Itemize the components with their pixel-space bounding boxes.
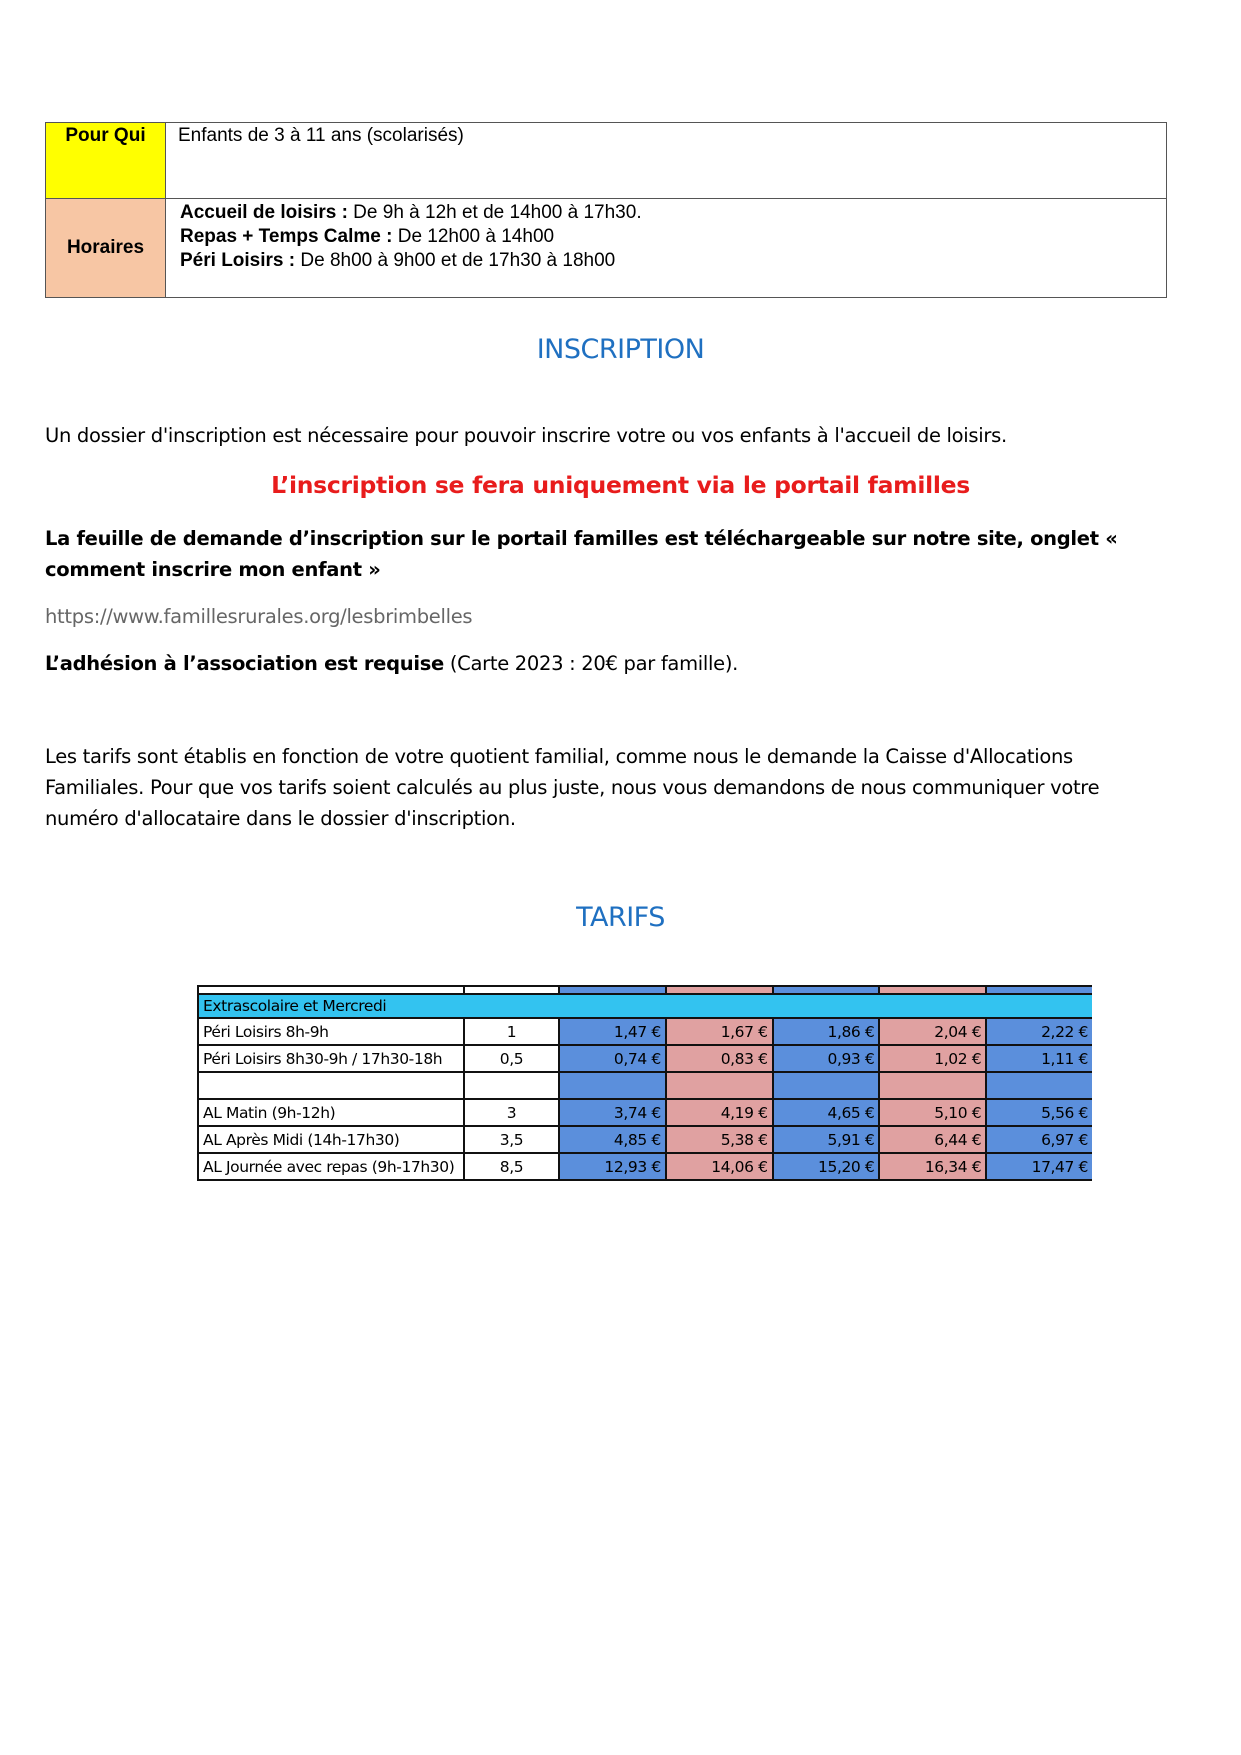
tarif-hours: 8,5 bbox=[464, 1153, 559, 1180]
website-link[interactable]: https://www.famillesrurales.org/lesbrimbelles bbox=[45, 605, 473, 628]
horaire-text: De 12h00 à 14h00 bbox=[392, 226, 555, 247]
tarif-row bbox=[198, 1099, 1092, 1126]
inscription-intro: Un dossier d'inscription est nécessaire pour pouvoir inscrire votre ou vos enfants à l'accueil de loisirs. bbox=[45, 424, 1007, 447]
tarif-price: 5,10 € bbox=[879, 1099, 986, 1126]
table-cell bbox=[464, 986, 559, 994]
tarif-label: AL Matin (9h-12h) bbox=[198, 1099, 464, 1126]
tarif-price bbox=[986, 1072, 1092, 1099]
table-cell bbox=[773, 986, 880, 994]
horaire-line bbox=[180, 249, 1152, 273]
adhesion-bold: L’adhésion à l’association est requise bbox=[45, 652, 444, 675]
tarif-row bbox=[198, 1126, 1092, 1153]
portal-notice: L’inscription se fera uniquement via le portail familles bbox=[271, 471, 970, 499]
section-label: Extrascolaire et Mercredi bbox=[198, 994, 1092, 1018]
tarif-price: 14,06 € bbox=[666, 1153, 773, 1180]
inscription-heading: INSCRIPTION bbox=[536, 334, 705, 365]
horaire-label: Péri Loisirs : bbox=[180, 250, 296, 271]
tarif-price: 4,65 € bbox=[773, 1099, 880, 1126]
tarif-label bbox=[198, 1072, 464, 1099]
tarif-price: 4,85 € bbox=[559, 1126, 666, 1153]
cut-off-row bbox=[198, 986, 1092, 994]
table-cell bbox=[879, 986, 986, 994]
tarif-price: 12,93 € bbox=[559, 1153, 666, 1180]
tarifs-table-image bbox=[197, 985, 1092, 1211]
tarif-hours: 1 bbox=[464, 1018, 559, 1045]
tarif-price: 6,44 € bbox=[879, 1126, 986, 1153]
horaire-label: Repas + Temps Calme : bbox=[180, 226, 393, 247]
horaires-value bbox=[166, 199, 1167, 298]
horaire-line bbox=[180, 201, 1152, 225]
tarif-price: 5,38 € bbox=[666, 1126, 773, 1153]
horaire-label: Accueil de loisirs : bbox=[180, 202, 348, 223]
section-row bbox=[198, 994, 1092, 1018]
tarif-price: 17,47 € bbox=[986, 1153, 1092, 1180]
tarif-hours: 3,5 bbox=[464, 1126, 559, 1153]
tarif-price bbox=[879, 1072, 986, 1099]
tarif-price: 5,56 € bbox=[986, 1099, 1092, 1126]
tarif-price: 1,67 € bbox=[666, 1018, 773, 1045]
tarifs-table bbox=[197, 985, 1092, 1181]
download-info: La feuille de demande d’inscription sur le portail familles est téléchargeable sur notre site, onglet « comment inscrire mon enfant » bbox=[45, 527, 1118, 581]
tarif-price bbox=[773, 1072, 880, 1099]
tarif-price: 0,83 € bbox=[666, 1045, 773, 1072]
tarif-price: 1,86 € bbox=[773, 1018, 880, 1045]
tarif-price bbox=[666, 1072, 773, 1099]
tarif-price: 0,93 € bbox=[773, 1045, 880, 1072]
tarif-price: 2,22 € bbox=[986, 1018, 1092, 1045]
tarif-row bbox=[198, 1072, 1092, 1099]
tarif-price: 1,11 € bbox=[986, 1045, 1092, 1072]
tarif-row bbox=[198, 1018, 1092, 1045]
tarif-price: 3,74 € bbox=[559, 1099, 666, 1126]
pour-qui-value: Enfants de 3 à 11 ans (scolarisés) bbox=[166, 123, 1167, 199]
tarif-label: AL Après Midi (14h-17h30) bbox=[198, 1126, 464, 1153]
tarif-price: 6,97 € bbox=[986, 1126, 1092, 1153]
tarif-price: 16,34 € bbox=[879, 1153, 986, 1180]
tarif-row bbox=[198, 1045, 1092, 1072]
info-table bbox=[45, 122, 1167, 298]
table-cell bbox=[986, 986, 1092, 994]
adhesion-rest: (Carte 2023 : 20€ par famille). bbox=[443, 652, 739, 675]
pour-qui-label: Pour Qui bbox=[46, 123, 166, 199]
pour-qui-row bbox=[46, 123, 1167, 199]
tarif-price: 1,47 € bbox=[559, 1018, 666, 1045]
tarif-price: 15,20 € bbox=[773, 1153, 880, 1180]
tarifs-info: Les tarifs sont établis en fonction de votre quotient familial, comme nous le demande la Caisse d'Allocations Familiales. Pour que vos tarifs soient calculés au plus juste, nous vous demandons de nous communiquer votre numéro d'allocataire dans le dossier d'inscription. bbox=[45, 745, 1100, 830]
tarif-price: 4,19 € bbox=[666, 1099, 773, 1126]
tarif-label: Péri Loisirs 8h30-9h / 17h30-18h bbox=[198, 1045, 464, 1072]
tarif-row bbox=[198, 1153, 1092, 1180]
table-cell bbox=[666, 986, 773, 994]
adhesion-info bbox=[45, 648, 1165, 679]
tarif-price: 5,91 € bbox=[773, 1126, 880, 1153]
tarifs-heading: TARIFS bbox=[576, 902, 665, 933]
tarif-hours bbox=[464, 1072, 559, 1099]
tarif-hours: 3 bbox=[464, 1099, 559, 1126]
table-cell bbox=[198, 986, 464, 994]
tarif-hours: 0,5 bbox=[464, 1045, 559, 1072]
horaire-text: De 8h00 à 9h00 et de 17h30 à 18h00 bbox=[295, 250, 616, 271]
horaire-line bbox=[180, 225, 1152, 249]
tarif-price: 1,02 € bbox=[879, 1045, 986, 1072]
horaire-text: De 9h à 12h et de 14h00 à 17h30. bbox=[347, 202, 642, 223]
tarif-label: AL Journée avec repas (9h-17h30) bbox=[198, 1153, 464, 1180]
tarif-price: 2,04 € bbox=[879, 1018, 986, 1045]
tarif-price bbox=[559, 1072, 666, 1099]
tarif-price: 0,74 € bbox=[559, 1045, 666, 1072]
horaires-label: Horaires bbox=[46, 199, 166, 298]
horaires-row bbox=[46, 199, 1167, 298]
table-cell bbox=[559, 986, 666, 994]
tarif-label: Péri Loisirs 8h-9h bbox=[198, 1018, 464, 1045]
